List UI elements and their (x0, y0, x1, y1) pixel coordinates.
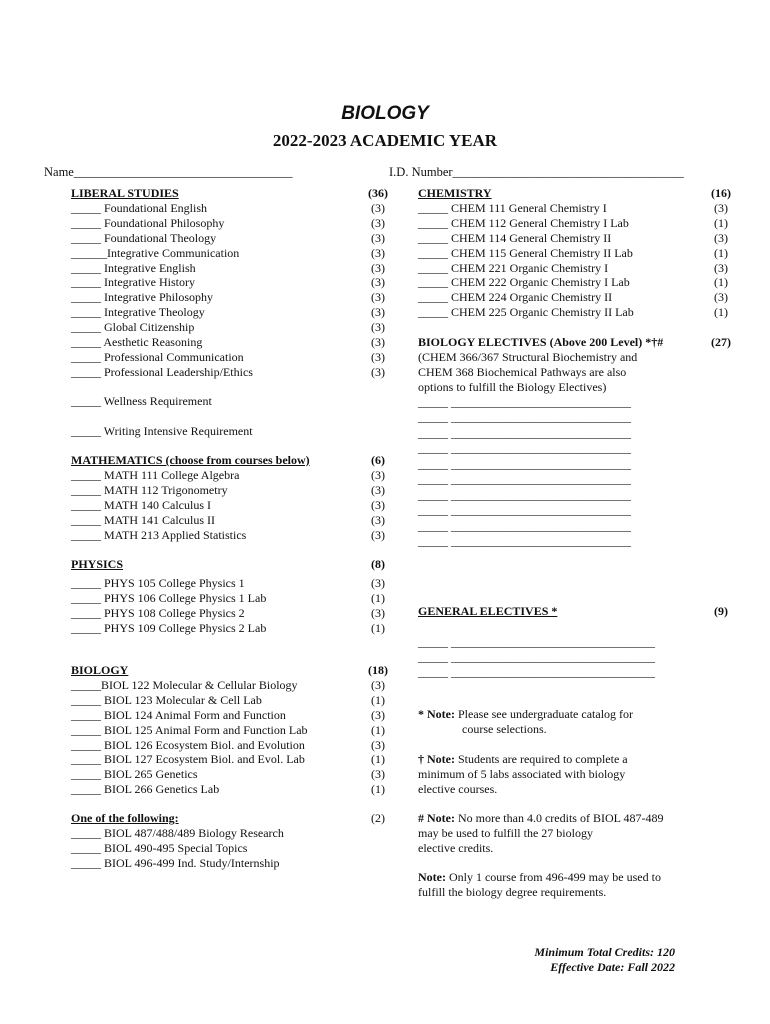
page-title: BIOLOGY (341, 103, 429, 124)
biology-electives-description: options to fulfill the Biology Electives) (418, 379, 607, 394)
note-research-label: # Note: (418, 811, 455, 825)
course-credit: (1) (714, 305, 728, 320)
one-of-course[interactable]: _____ BIOL 490-495 Special Topics (71, 840, 248, 855)
course-credit: (3) (714, 230, 728, 245)
physics-course[interactable]: _____ PHYS 109 College Physics 2 Lab (71, 620, 267, 635)
general-electives-credits (709, 604, 733, 619)
course-credit: (3) (371, 335, 385, 350)
note-catalog-text-2: course selections. (462, 722, 547, 736)
liberal-studies-course[interactable]: _____ Integrative English (71, 260, 196, 275)
biology-heading: BIOLOGY (71, 663, 129, 677)
course-credit: (3) (371, 467, 385, 482)
physics-course[interactable]: _____ PHYS 108 College Physics 2 (71, 605, 245, 620)
academic-year-subtitle: 2022-2023 ACADEMIC YEAR (272, 131, 498, 150)
biology-electives-total: (27) (711, 335, 731, 349)
id-number-field[interactable]: I.D. Number_____________________________________ (389, 165, 684, 179)
biology-elective-blank[interactable]: _____ ______________________________ (418, 441, 631, 456)
note-research-text-2: may be used to fulfill the 27 biology (418, 826, 593, 840)
physics-total: (8) (371, 557, 385, 571)
course-credit: (3) (371, 349, 385, 364)
chemistry-course[interactable]: _____ CHEM 111 General Chemistry I (418, 200, 607, 215)
biology-elective-blank[interactable]: _____ ______________________________ (418, 456, 631, 471)
liberal-studies-course[interactable]: _____ Integrative Theology (71, 305, 205, 320)
biology-electives-heading: BIOLOGY ELECTIVES (Above 200 Level) *†# (418, 335, 664, 349)
biology-elective-blank[interactable]: _____ ______________________________ (418, 394, 631, 409)
chemistry-course[interactable]: _____ CHEM 224 Organic Chemistry II (418, 290, 613, 305)
chemistry-section (418, 186, 634, 320)
biology-total: (18) (368, 663, 388, 677)
mathematics-section (71, 453, 310, 542)
note-research-text: No more than 4.0 credits of BIOL 487-489 (454, 811, 664, 825)
course-credit: (3) (371, 707, 385, 722)
note-catalog-label: * Note: (418, 707, 455, 721)
course-credit: (3) (714, 290, 728, 305)
course-credit: (3) (371, 767, 385, 782)
note-catalog-text: Please see undergraduate catalog for (454, 707, 634, 721)
one-of-following-section (71, 811, 284, 871)
course-credit: (1) (371, 590, 385, 605)
note-research-credits (418, 811, 664, 856)
course-credit: (1) (371, 692, 385, 707)
liberal-studies-heading: LIBERAL STUDIES (71, 186, 179, 200)
course-credit: (3) (371, 290, 385, 305)
chemistry-course[interactable]: _____ CHEM 114 General Chemistry II (418, 230, 612, 245)
course-credit: (3) (371, 737, 385, 752)
course-credit: (3) (714, 200, 728, 215)
course-credit: (1) (371, 722, 385, 737)
general-electives-section (418, 604, 655, 680)
note-labs-text-2: minimum of 5 labs associated with biology (418, 767, 626, 781)
writing-intensive-requirement[interactable]: _____ Writing Intensive Requirement (71, 424, 253, 438)
liberal-studies-course[interactable]: _____ Global Citizenship (71, 320, 195, 335)
biology-elective-blank[interactable]: _____ ______________________________ (418, 425, 631, 440)
course-credit: (1) (714, 215, 728, 230)
course-credit: (3) (371, 527, 385, 542)
biology-elective-blank[interactable]: _____ ______________________________ (418, 472, 631, 487)
course-credit: (1) (714, 245, 728, 260)
biology-course[interactable]: _____ BIOL 125 Animal Form and Function Lab (71, 722, 308, 737)
chemistry-course[interactable]: _____ CHEM 221 Organic Chemistry I (418, 260, 609, 275)
course-credit: (1) (371, 782, 385, 797)
biology-course[interactable]: _____ BIOL 126 Ecosystem Biol. and Evolution (71, 737, 305, 752)
name-field[interactable]: Name___________________________________ (44, 165, 293, 179)
liberal-studies-course[interactable]: _____ Foundational Theology (71, 230, 217, 245)
mathematics-total: (6) (371, 453, 385, 467)
note-research-text-3: elective credits. (418, 841, 494, 855)
general-elective-blank[interactable]: _____ __________________________________ (418, 634, 655, 649)
mathematics-credits (366, 453, 390, 542)
course-credit: (1) (714, 275, 728, 290)
biology-course[interactable]: _____ BIOL 265 Genetics (71, 767, 198, 782)
footer (534, 945, 675, 975)
mathematics-heading: MATHEMATICS (choose from courses below) (71, 453, 310, 467)
note-labs-label: † Note: (418, 752, 455, 766)
liberal-studies-course[interactable]: _____ Professional Communication (71, 349, 244, 364)
course-credit: (3) (371, 320, 385, 335)
course-credit: (3) (371, 245, 385, 260)
math-course[interactable]: _____ MATH 213 Applied Statistics (71, 527, 247, 542)
biology-elective-blank[interactable]: _____ ______________________________ (418, 518, 631, 533)
note-independent-study (418, 870, 661, 900)
general-electives-total: (9) (714, 604, 728, 618)
one-of-course[interactable]: _____ BIOL 496-499 Ind. Study/Internship (71, 855, 280, 870)
course-credit: (3) (371, 605, 385, 620)
liberal-studies-course[interactable]: _____ Aesthetic Reasoning (71, 335, 203, 350)
biology-course[interactable]: _____ BIOL 266 Genetics Lab (71, 782, 220, 797)
chemistry-course[interactable]: _____ CHEM 115 General Chemistry II Lab (418, 245, 633, 260)
math-course[interactable]: _____ MATH 111 College Algebra (71, 467, 240, 482)
chemistry-total: (16) (711, 186, 731, 200)
course-credit: (3) (714, 260, 728, 275)
minimum-total-credits: Minimum Total Credits: 120 (534, 945, 675, 959)
biology-credits (366, 663, 390, 797)
physics-course[interactable]: _____ PHYS 105 College Physics 1 (71, 575, 245, 590)
course-credit: (3) (371, 275, 385, 290)
physics-section (71, 557, 266, 636)
effective-date: Effective Date: Fall 2022 (550, 960, 675, 974)
liberal-studies-course[interactable]: _____ Integrative History (71, 275, 195, 290)
biology-section (71, 663, 308, 797)
course-credit: (1) (371, 752, 385, 767)
biology-elective-blank[interactable]: _____ ______________________________ (418, 534, 631, 549)
biology-course[interactable]: _____ BIOL 127 Ecosystem Biol. and Evol. Lab (71, 752, 305, 767)
one-of-following-credits (366, 811, 390, 826)
liberal-studies-course[interactable]: _____ Foundational Philosophy (71, 215, 225, 230)
liberal-studies-course[interactable]: _____ Integrative Philosophy (71, 290, 213, 305)
biology-elective-blank[interactable]: _____ ______________________________ (418, 410, 631, 425)
biology-electives-description: (CHEM 366/367 Structural Biochemistry and (418, 349, 638, 364)
liberal-studies-credits (366, 186, 390, 380)
chemistry-course[interactable]: _____ CHEM 112 General Chemistry I Lab (418, 215, 629, 230)
math-course[interactable]: _____ MATH 141 Calculus II (71, 512, 215, 527)
liberal-studies-total: (36) (368, 186, 388, 200)
note-labs-text: Students are required to complete a (454, 752, 628, 766)
course-credit: (3) (371, 497, 385, 512)
liberal-studies-section (71, 186, 253, 380)
course-credit: (3) (371, 200, 385, 215)
note-catalog (418, 707, 633, 737)
note-labs (418, 752, 628, 797)
course-credit: (3) (371, 512, 385, 527)
note-independent-text-2: fulfill the biology degree requirements. (418, 885, 607, 899)
chemistry-course[interactable]: _____ CHEM 222 Organic Chemistry I Lab (418, 275, 630, 290)
liberal-studies-course[interactable]: _____ Professional Leadership/Ethics (71, 364, 253, 379)
one-of-following-heading: One of the following: (71, 811, 179, 825)
math-course[interactable]: _____ MATH 140 Calculus I (71, 497, 211, 512)
physics-heading: PHYSICS (71, 557, 124, 571)
biology-elective-blank[interactable]: _____ ______________________________ (418, 487, 631, 502)
chemistry-course[interactable]: _____ CHEM 225 Organic Chemistry II Lab (418, 305, 634, 320)
biology-course[interactable]: _____ BIOL 124 Animal Form and Function (71, 707, 286, 722)
course-credit: (3) (371, 482, 385, 497)
course-credit: (3) (371, 305, 385, 320)
wellness-requirement[interactable]: _____ Wellness Requirement (71, 394, 212, 408)
biology-course[interactable]: _____BIOL 122 Molecular & Cellular Biology (71, 677, 298, 692)
one-of-course[interactable]: _____ BIOL 487/488/489 Biology Research (71, 825, 284, 840)
biology-electives-description: CHEM 368 Biochemical Pathways are also (418, 364, 627, 379)
one-of-following-total: (2) (371, 811, 385, 825)
course-credit: (3) (371, 230, 385, 245)
liberal-studies-course[interactable]: _____ Foundational English (71, 200, 207, 215)
course-credit: (3) (371, 677, 385, 692)
physics-credits (366, 557, 390, 636)
liberal-studies-course[interactable]: ______Integrative Communication (71, 245, 240, 260)
physics-course[interactable]: _____ PHYS 106 College Physics 1 Lab (71, 590, 267, 605)
note-independent-label: Note: (418, 870, 446, 884)
general-electives-heading: GENERAL ELECTIVES * (418, 604, 558, 618)
biology-course[interactable]: _____ BIOL 123 Molecular & Cell Lab (71, 692, 262, 707)
note-labs-text-3: elective courses. (418, 782, 498, 796)
biology-elective-blank[interactable]: _____ ______________________________ (418, 503, 631, 518)
note-independent-text: Only 1 course from 496-499 may be used to (445, 870, 661, 884)
biology-electives-section (418, 335, 663, 550)
course-credit: (3) (371, 364, 385, 379)
general-elective-blank[interactable]: _____ __________________________________ (418, 664, 655, 679)
course-credit: (1) (371, 620, 385, 635)
course-credit: (3) (371, 215, 385, 230)
course-credit: (3) (371, 260, 385, 275)
math-course[interactable]: _____ MATH 112 Trigonometry (71, 482, 228, 497)
chemistry-credits (709, 186, 733, 320)
general-elective-blank[interactable]: _____ __________________________________ (418, 649, 655, 664)
biology-electives-credits (709, 335, 733, 350)
course-credit: (3) (371, 575, 385, 590)
chemistry-heading: CHEMISTRY (418, 186, 492, 200)
